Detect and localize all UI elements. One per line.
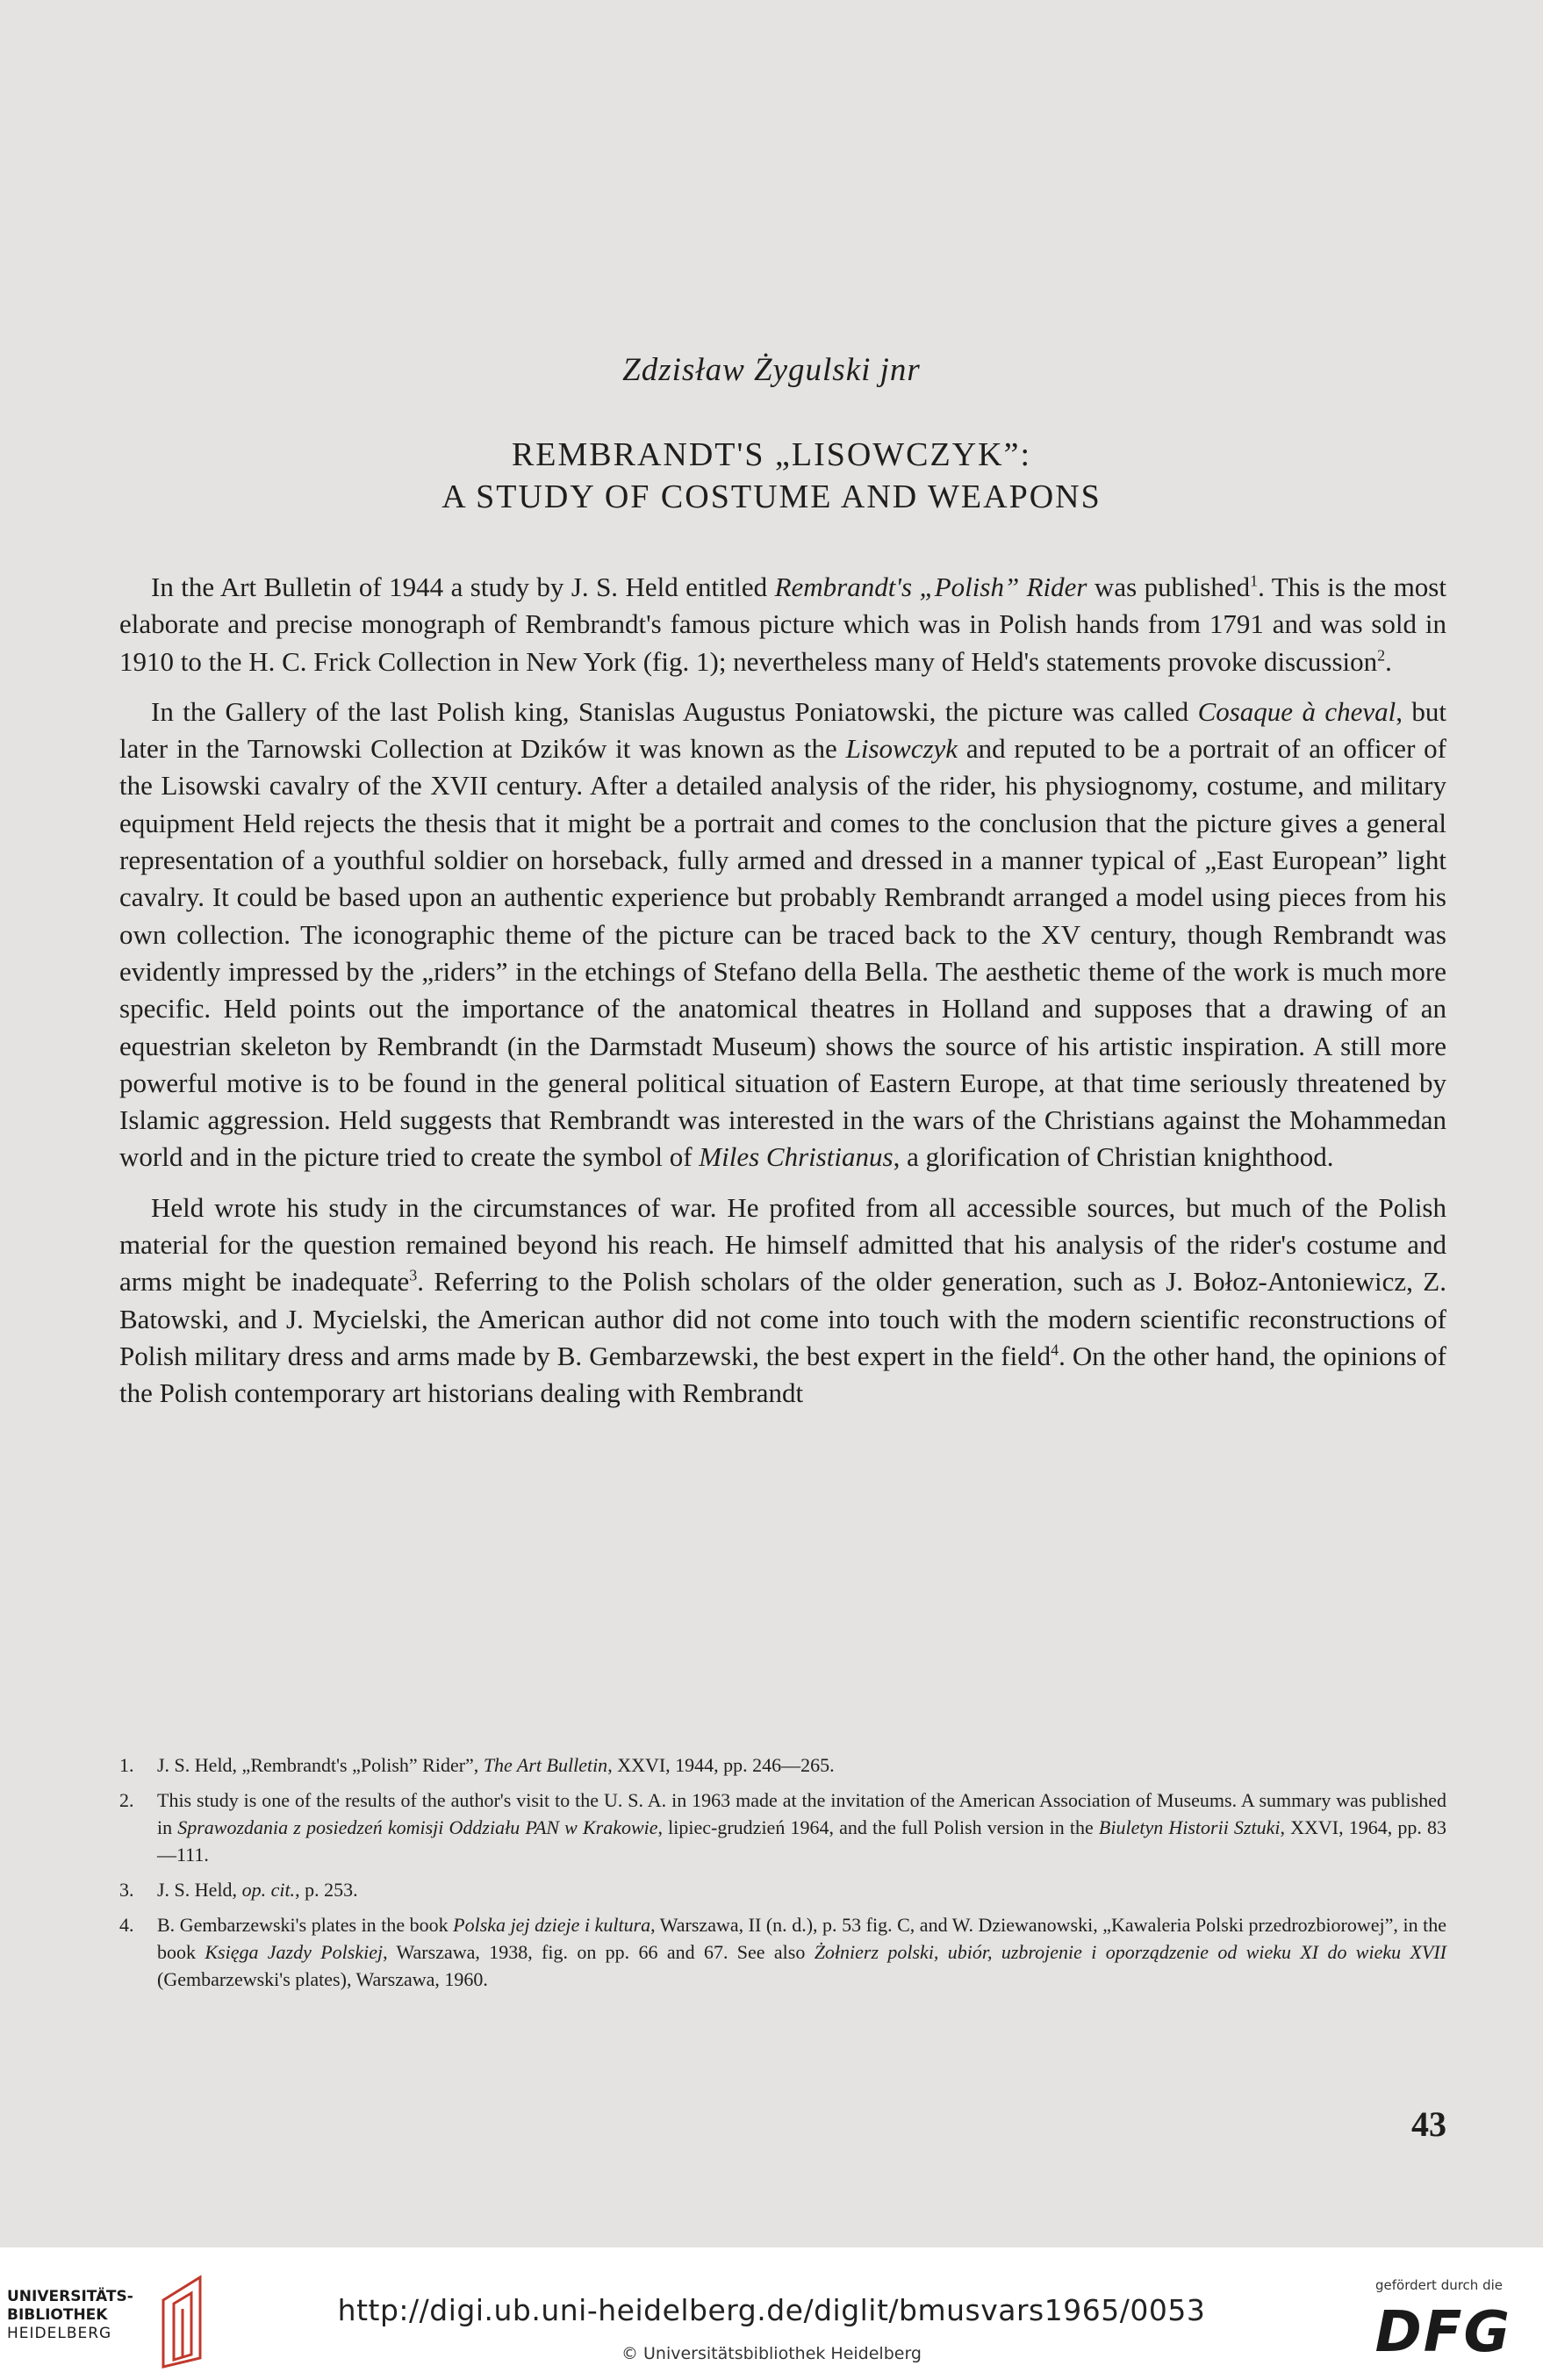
title-line-1: REMBRANDT'S „LISOWCZYK”: (511, 436, 1032, 473)
funded-by-label: gefördert durch die (1375, 2277, 1503, 2293)
footnote-3 (119, 1876, 1446, 1903)
footnote-ref[interactable]: 4 (1051, 1341, 1059, 1359)
text-run: J. S. Held, „Rembrandt's „Polish” Rider”, (157, 1754, 484, 1776)
footnote-number: 2. (119, 1789, 134, 1811)
italic-title: Polska jej dzieje i kultura (453, 1914, 651, 1936)
paragraph-2 (119, 694, 1446, 1176)
copyright-notice: © Universitätsbibliothek Heidelberg (621, 2344, 922, 2363)
article-title (0, 434, 1543, 518)
text-run: B. Gembarzewski's plates in the book (157, 1914, 454, 1936)
text-run: , a glorification of Christian knighthood. (893, 1141, 1334, 1173)
article-body (119, 569, 1446, 1426)
library-name-line: HEIDELBERG (7, 2325, 112, 2342)
footnote-2 (119, 1787, 1446, 1868)
text-run: was published (1087, 572, 1251, 602)
text-run: and reputed to be a portrait of an officer of the Lisowski cavalry of the XVII century. After a detailed analysis of the rider, his physiognomy, costume, and military equipment Held rejects the thesis that it might be a portrait and comes to the conclusion that the picture gives a general representation of a youthful soldier on horseback, fully armed and dressed in a manner typical of „East European” light cavalry. It could be based upon an authentic experience but probably Rembrandt arranged a model using pieces from his own collection. The iconographic theme of the picture can be traced back to the XV century, though Rembrandt was evidently impressed by the „riders” in the etchings of Stefano della Bella. The aesthetic theme of the work is much more specific. Held points out the importance of the anatomical theatres in Holland and supposes that a drawing of an equestrian skeleton by Rembrandt (in the Darmstadt Museum) shows the source of his artistic inspiration. A still more powerful motive is to be found in the general political situation of Eastern Europe, at that time seriously threatened by Islamic aggression. Held suggests that Rembrandt was interested in the wars of the Christians against the Mohammedan world and in the picture tried to create the symbol of (119, 733, 1447, 1173)
footnote-ref[interactable]: 3 (409, 1267, 418, 1285)
page-number: 43 (1411, 2104, 1446, 2144)
library-name-line: BIBLIOTHEK (7, 2306, 108, 2324)
text-run: (Gembarzewski's plates), Warszawa, 1960. (157, 1968, 488, 1990)
italic-title: Sprawozdania z posiedzeń komisji Oddziału PAN w Krakowie (177, 1816, 658, 1838)
text-run: . This is the most elaborate and precise monograph of Rembrandt's famous picture which was in Polish hands from 1791 and was sold in 1910 to the H. C. Frick Collection in New York (fig. 1); nevertheless many of Held's statements provoke discussion (119, 572, 1446, 677)
text-run: This study is one of the results of the author's visit to the U. S. A. in 1963 made at the invitation of the American Association of Museums. A summary was published in (157, 1789, 1446, 1838)
italic-title: Księga Jazdy Polskiej (205, 1941, 384, 1963)
text-run: . (1385, 645, 1392, 677)
author-name: Zdzisław Żygulski jnr (622, 352, 921, 388)
viewer-footer (0, 2247, 1543, 2380)
text-run: , XXVI, 1964, pp. 83—111. (157, 1816, 1446, 1866)
italic-title: op. cit. (241, 1879, 296, 1901)
dfg-logo[interactable]: DFG (1374, 2300, 1511, 2365)
footnote-ref[interactable]: 2 (1377, 646, 1386, 665)
paragraph-1 (119, 569, 1446, 680)
italic-title: Miles Christianus (699, 1141, 894, 1173)
paragraph-3 (119, 1190, 1446, 1413)
footnote-number: 4. (119, 1914, 134, 1936)
text-run: . Referring to the Polish scholars of the older generation, such as J. Bołoz-Antoniewicz, Z. Batowski, and J. Mycielski, the American author did not come into touch with the modern scientific reconstructions of Polish military dress and arms made by B. Gembarzewski, the best expert in the field (119, 1266, 1446, 1371)
library-name-line: UNIVERSITÄTS- (7, 2288, 133, 2305)
document-url-link[interactable]: http://digi.ub.uni-heidelberg.de/diglit/bmusvars1965/0053 (337, 2293, 1206, 2327)
footnote-ref[interactable]: 1 (1250, 572, 1259, 590)
italic-title: The Art Bulletin (483, 1754, 608, 1776)
text-run: , XXVI, 1944, pp. 246—265. (607, 1754, 835, 1776)
footnote-1 (119, 1751, 1446, 1779)
footnote-number: 3. (119, 1879, 134, 1901)
italic-title: Lisowczyk (845, 733, 958, 765)
text-run: J. S. Held, (157, 1879, 242, 1901)
text-run: , but later in the Tarnowski Collection at Dzików it was known as the (119, 695, 1447, 765)
footnote-4 (119, 1911, 1446, 1993)
italic-title: Biuletyn Historii Sztuki (1098, 1816, 1281, 1838)
text-run: Held wrote his study in the circumstances of war. He profited from all accessible sources, but much of the Polish material for the question remained beyond his reach. He himself admitted that his analysis of the rider's costume and arms might be inadequate (119, 1191, 1446, 1298)
text-run: . On the other hand, the opinions of the Polish contemporary art historians dealing with Rembrandt (119, 1340, 1446, 1409)
text-run: , Warszawa, II (n. d.), p. 53 fig. C, and W. Dziewanowski, „Kawaleria Polski przedrozbiorowej”, in the book (157, 1914, 1446, 1963)
text-run: In the Art Bulletin of 1944 a study by J. S. Held entitled (151, 572, 775, 602)
text-run: , p. 253. (295, 1879, 358, 1901)
italic-title: Cosaque à cheval (1197, 695, 1396, 727)
title-line-2: A STUDY OF COSTUME AND WEAPONS (441, 478, 1102, 515)
footnotes (119, 1751, 1446, 2001)
footnote-number: 1. (119, 1754, 134, 1776)
text-run: In the Gallery of the last Polish king, Stanislas Augustus Poniatowski, the picture was called (151, 695, 1198, 727)
italic-title: Żołnierz polski, ubiór, uzbrojenie i oporządzenie od wieku XI do wieku XVII (814, 1941, 1446, 1963)
text-run: , lipiec-grudzień 1964, and the full Polish version in the (657, 1816, 1099, 1838)
italic-title: Rembrandt's „Polish” Rider (774, 572, 1087, 602)
text-run: , Warszawa, 1938, fig. on pp. 66 and 67. See also (383, 1941, 815, 1963)
